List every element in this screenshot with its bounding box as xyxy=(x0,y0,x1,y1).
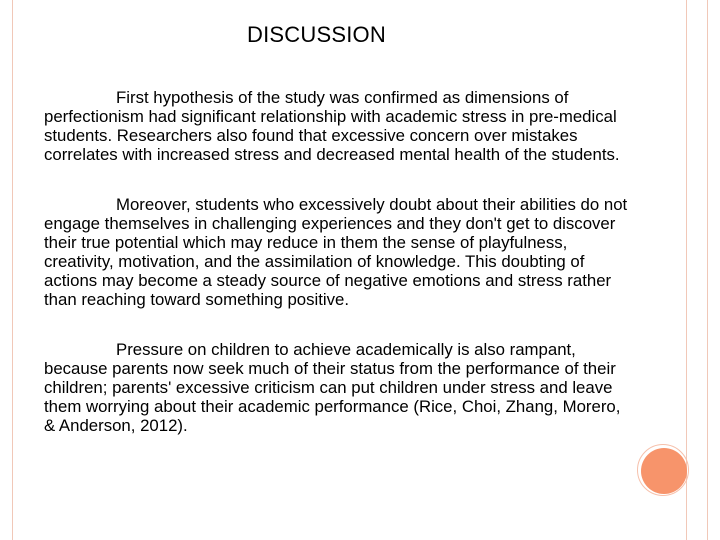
slide-title: DISCUSSION xyxy=(247,22,386,47)
paragraph-1: First hypothesis of the study was confirmed as dimensions of perfectionism had significant relationship with academic stress in pre-medical students. Researchers also found that excessive concern over mistakes correlates with increased stress and decreased mental health of the students. xyxy=(44,88,620,164)
paragraph-2: Moreover, students who excessively doubt about their abilities do not engage themselves in challenging experiences and they don't get to discover their true potential which may reduce in them the sense of playfulness, creativity, motivation, and the assimilation of knowledge. This doubting of actions may become a steady source of negative emotions and stress rather than reaching toward something positive. xyxy=(44,195,628,309)
paragraph-3: Pressure on children to achieve academically is also rampant, because parents now seek much of their status from the performance of their children; parents' excessive criticism can put children under stress and leave them worrying about their academic performance (Rice, Choi, Zhang, Morero, & Anderson, 2012). xyxy=(44,340,621,435)
slide-body xyxy=(44,88,636,435)
decorative-circle xyxy=(641,448,687,494)
